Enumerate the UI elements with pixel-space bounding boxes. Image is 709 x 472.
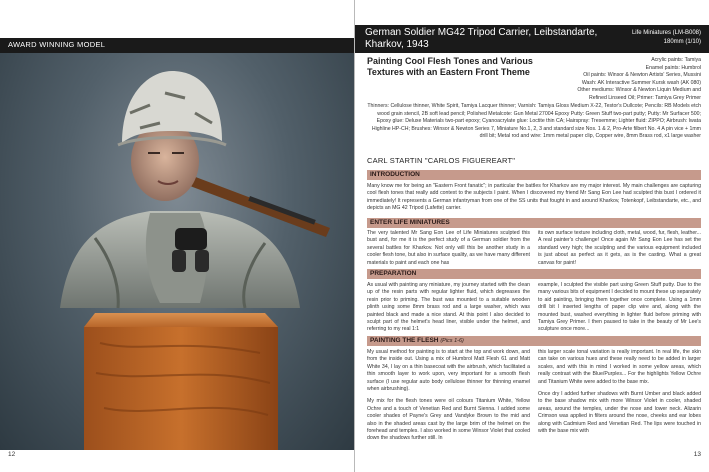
award-label: AWARD WINNING MODEL (8, 40, 106, 49)
section-heading-painting-flesh (367, 336, 701, 346)
preparation-text-right: example, I sculpted the visible part using Green Stuff putty. Due to the many various bits of equipment I decided to mount these up separately to aid painting, bringing them together once complete. Using a 1mm drill bit I inserted lengths of paper clip wire and, along with the mounted bust, washed everything in lighter fluid before priming with Tamiya Grey Primer. I then paused to take in the beauty of Mr Lee's sculpture once more... (538, 282, 701, 333)
kit-scale: 180mm (1/10) (663, 39, 701, 45)
materials-list-extended: Thinners: Cellulose thinner, White Spirit, Tamiya Lacquer thinner; Varnish: Tamiya Gloss Medium X-22, Testor's Dullcote; Pencils: RB Models etch wood grain stencil, 2B soft lead pencil; Polished Metalcote: Gun Metal 27004 Epoxy Putty: Green Stuff two-part putty; Putty: Mr Surfacer 500; Epoxy glue: Deluxe Materials two-part epoxy; Cyanoacrylate glue: Loctite thin CA; Hairspray: Tresemme; Lighter fluid: ZIPPO; Airbrush: Iwata Highline HP-CH; Brushes: Winsor & Newton Series 7, Miniature No.1, 2, 3 and standard size Nos. 1 & 2, Pro-Arte filbert No. 4 A pin vice + 1mm drill bit; Metal rod and wire: 1mm metal paper clip, Copper wire, 8mm Brass rod, x1 large washer (367, 103, 701, 140)
kit-maker: Life Miniatures (LM-B008) (631, 30, 701, 36)
enter-text-right: its own surface texture including cloth, metal, wood, fur, flesh, leather... A real painter's challenge! Once again Mr Sang Eon Lee has set the standard very high; the sculpting and the various equipment included is just about as perfect as it gets, as is the casting. What a great canvas for paint! (538, 230, 701, 266)
flesh-paragraph: Once dry I added further shadows with Burnt Umber and black added to the base shadow mix with more Winsor Violet in cooler, shaded areas, around the temples, under the nose and lower neck. Alizarin Crimson was applied in filters around the nose, cheeks and ear lobes along with Cadmium Red and Venetian Red. The lips were touched in with the base mix with (538, 391, 701, 435)
flesh-paragraph: this larger scale tonal variation is really important. In real life, the skin can take on various hues and these really need to be added in larger scales, and with this in mind I worked in some yellow areas, which really contrast with the Blue/Purples... For the highlights Yellow Ochre and Titanium White were added to the base mix. (538, 349, 701, 385)
page-number-right: 13 (693, 451, 701, 458)
section-heading-main: PAINTING THE FLESH (370, 337, 439, 344)
flesh-paragraph: My mix for the flesh tones were oil colours Titanium White, Yellow Ochre and a touch of Venetian Red and Burnt Sienna. I added some cooler shades of Payne's Grey and Vandyke Brown to the mid and also in the shaded areas cast by the large brim of the helmet on the forehead and temples. I also worked in some Winsor Violet that cooled down the shadows further still. In (367, 398, 530, 442)
article-subtitle: Painting Cool Flesh Tones and Various Textures with an Eastern Front Theme (367, 56, 533, 77)
section-heading-label: INTRODUCTION (370, 171, 420, 178)
section-heading-label (370, 337, 464, 344)
author-byline: CARL STARTIN "CARLOS FIGUEREART" (367, 156, 516, 165)
materials-list (461, 57, 701, 103)
wooden-plinth (84, 313, 278, 450)
section-heading-introduction (367, 170, 701, 180)
section-heading-enter-life-miniatures (367, 218, 701, 228)
flesh-text-left (367, 349, 530, 443)
bust-photo (0, 53, 354, 450)
page-number-left: 12 (8, 451, 16, 458)
introduction-text: Many know me for being an "Eastern Front fanatic"; in particular the battles for Kharkov are my major interest. My main challenges are capturing cool flesh tones that really add context to the subjects I paint. When I discovered my friend Mr Sang Eon Lee had sculpted this bust I ordered it immediately! It represents a German infantryman from one of the SS units that fought in and around Kharkov, Totenkopf, Leibstandarte, etc., and depicts an MG 42 Tripod (Lafette) carrier. (367, 183, 701, 212)
enter-text-left: The very talented Mr Sang Eon Lee of Life Miniatures sculpted this bust and, for me it is the perfect study of a German soldier from the several battles for Kharkov. Not only will this be another study in a cooler flesh tone, but also in surface quality, as we have many different materials to paint and each one has (367, 230, 530, 266)
kit-reference (632, 29, 701, 47)
materials-line: Oil paints: Winsor & Newton Artists' Series, Mussini (583, 72, 701, 79)
right-page (355, 0, 709, 472)
materials-line: Refined Linseed Oil; Primer: Tamiya Grey Primer (588, 94, 701, 101)
section-heading-preparation (367, 269, 701, 279)
section-heading-label: PREPARATION (370, 270, 417, 277)
article-title: German Soldier MG42 Tripod Carrier, Leibstandarte, Kharkov, 1943 (365, 27, 598, 50)
preparation-text-left: As usual with painting any miniature, my journey started with the clean up of the resin parts with regular lighter fluid, which degreases the resin prior to priming. The bust was mounted to a suitable wooden plinth using some 8mm brass rod and a large washer, which was painted black and made a nice stand. At this point I also decided to sculpt part of the helmet's head liner, visible under the helmet, and referring to my real 1:1 (367, 282, 530, 333)
left-page (0, 0, 354, 472)
flesh-text-right (538, 349, 701, 435)
materials-line: Enamel paints: Humbrol (645, 64, 701, 71)
flesh-paragraph: My usual method for painting is to start at the top and work down, and from the inside out. Using a mix of Humbrol Matt Flesh 61 and Matt White 34, I lay on a thin basecoat with the airbrush, which facilitated a thin smooth layer to work upon, very important for a smooth flesh surface (I use regular auto body cellulose thinner for thinning enamel when airbrushing). (367, 349, 530, 393)
materials-line: Other mediums: Winsor & Newton Liquin Medium and (577, 87, 701, 94)
title-band (355, 25, 709, 53)
section-heading-label: ENTER LIFE MINIATURES (370, 219, 450, 226)
section-heading-pics: (Pics 1-6) (440, 338, 464, 344)
materials-line: Wash: AK Interactive Summer Kursk wash (AK 080) (581, 79, 701, 86)
award-band (0, 38, 354, 53)
bust-illustration (0, 53, 354, 450)
materials-line: Acrylic paints: Tamiya (651, 57, 701, 63)
